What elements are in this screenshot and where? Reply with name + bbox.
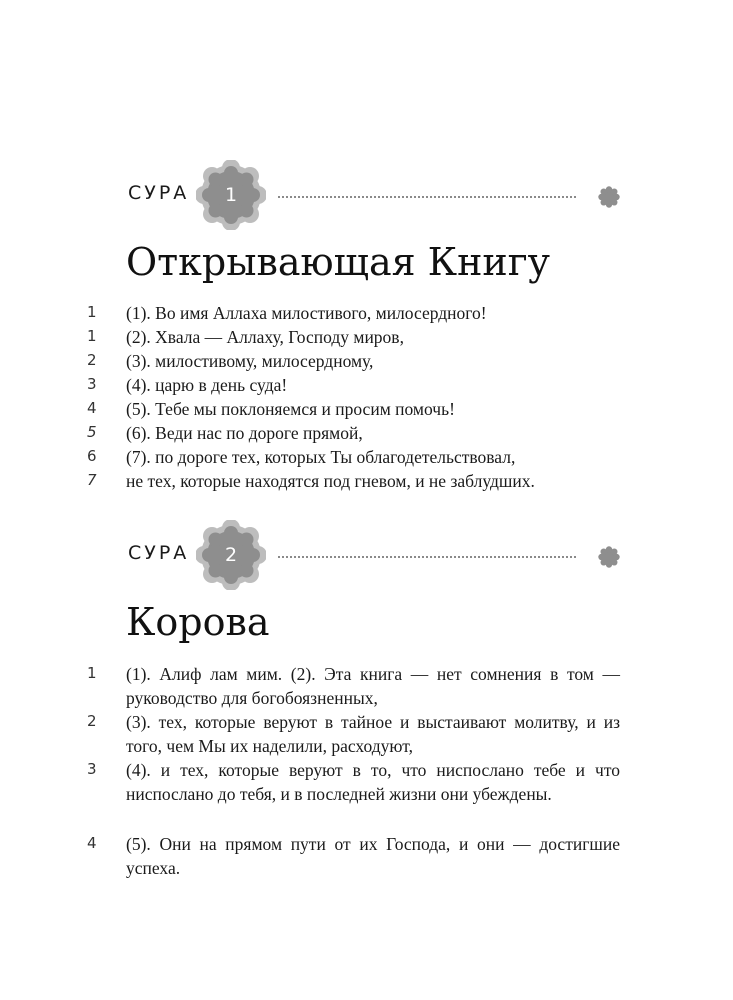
sura-header-1	[0, 160, 733, 230]
verse-number: 1	[87, 664, 97, 682]
verse-number: 5	[87, 423, 97, 441]
verse-number: 4	[87, 399, 97, 417]
flower-ornament-icon	[597, 185, 621, 209]
verse-number: 2	[87, 712, 97, 730]
verse-text: (7). по дороге тех, которых Ты облагодетельствовал,	[126, 447, 516, 467]
verse-text: (5). Тебе мы поклоняемся и просим помочь!	[126, 399, 455, 419]
verse-number: 3	[87, 375, 97, 393]
dotted-rule	[278, 556, 576, 558]
verse-text: (1). Во имя Аллаха милостивого, милосердного!	[126, 303, 487, 323]
sura-title: Открывающая Книгу	[126, 240, 550, 284]
sura-header-2	[0, 520, 733, 590]
sura-title: Корова	[126, 600, 270, 644]
sura-number-badge	[196, 520, 266, 590]
sura-label: СУРА	[128, 542, 190, 564]
verse-text: (6). Веди нас по дороге прямой,	[126, 423, 363, 443]
verse-number: 4	[87, 834, 97, 852]
verse-number: 3	[87, 760, 97, 778]
sura-label: СУРА	[128, 182, 190, 204]
sura-number-badge	[196, 160, 266, 230]
verse-text: не тех, которые находятся под гневом, и не заблудших.	[126, 471, 535, 491]
verse-number: 6	[87, 447, 97, 465]
verse-number: 1	[87, 327, 97, 345]
verse-number: 1	[87, 303, 97, 321]
verse-text: (4). и тех, которые веруют в то, что ниспослано тебе и что ниспослано до тебя, и в последней жизни они убеждены.	[126, 760, 620, 804]
verse-text: (2). Хвала — Аллаху, Господу миров,	[126, 327, 404, 347]
verse-text: (1). Алиф лам мим. (2). Эта книга — нет сомнения в том — руководство для богобоязненных,	[126, 664, 620, 708]
verse-number: 7	[87, 471, 97, 489]
sura-number: 1	[224, 184, 238, 206]
sura-number: 2	[224, 544, 238, 566]
verse-text: (5). Они на прямом пути от их Господа, и они — достигшие успеха.	[126, 834, 620, 878]
verse-text: (3). милостивому, милосердному,	[126, 351, 374, 371]
flower-ornament-icon	[597, 545, 621, 569]
verse-text: (4). царю в день суда!	[126, 375, 288, 395]
verse-text: (3). тех, которые веруют в тайное и выстаивают молитву, и из того, чем Мы их наделили, расходуют,	[126, 712, 620, 756]
dotted-rule	[278, 196, 576, 198]
verse-number: 2	[87, 351, 97, 369]
